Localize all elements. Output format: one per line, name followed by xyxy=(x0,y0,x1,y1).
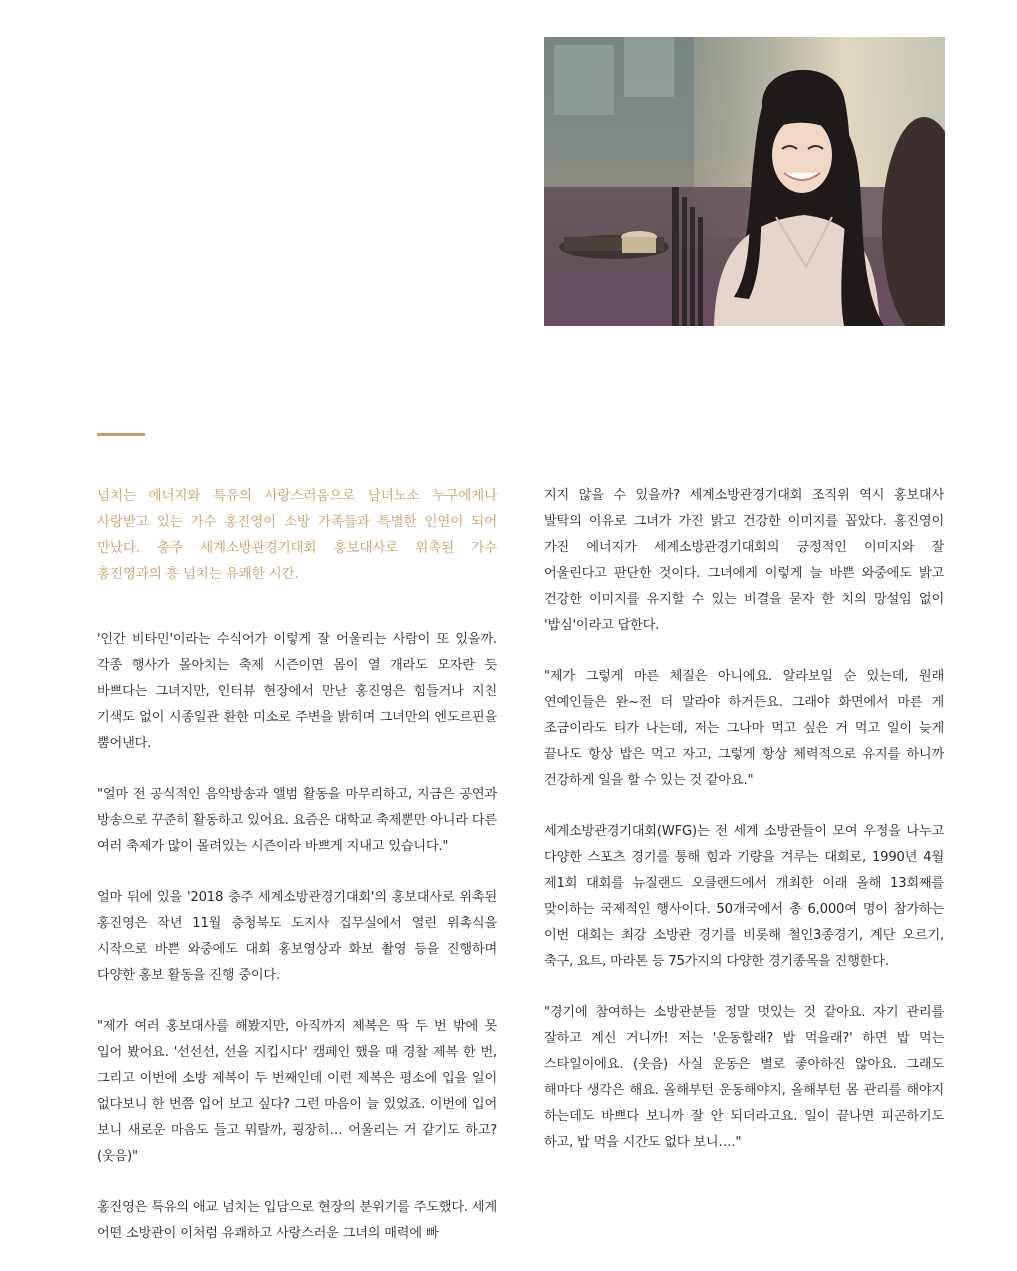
accent-rule xyxy=(97,433,145,436)
article-left-column xyxy=(97,483,497,1247)
quote-paragraph: "경기에 참여하는 소방관분들 정말 멋있는 것 같아요. 자기 관리를 잘하고 계신 거니까! 저는 '운동할래? 밥 먹을래?' 하면 밥 먹는 스타일이에요. (웃음) 사실 운동은 별로 좋아하진 않아요. 그래도 해마다 생각은 해요. 올해부턴 운동해야지, 올해부턴 몸 관리를 해야지 하는데도 바쁘다 보니까 잘 안 되더라고요. 일이 끝나면 피곤하기도 하고, 밥 먹을 시간도 없다 보니…." xyxy=(544,1005,944,1150)
quote-paragraph: "제가 그렇게 마른 체질은 아니에요. 알라보일 순 있는데, 원래 연예인들은 완~전 더 말라야 하거든요. 그래야 화면에서 마른 게 조금이라도 티가 나는데, 저는 그나마 먹고 싶은 거 먹고 일이 늦게 끝나도 항상 밥은 먹고 자고, 그렇게 항상 체력적으로 유지를 하니까 건강하게 일을 할 수 있는 것 같아요." xyxy=(544,669,944,788)
body-paragraph: 얼마 뒤에 있을 '2018 충주 세계소방관경기대회'의 홍보대사로 위촉된 홍진영은 작년 11월 충청북도 도지사 집무실에서 열린 위촉식을 시작으로 바쁜 와중에도 대회 홍보영상과 화보 촬영 등을 진행하며 다양한 홍보 활동을 진행 중이다. xyxy=(97,890,497,983)
portrait-illustration xyxy=(544,37,945,326)
body-paragraph: '인간 비타민'이라는 수식어가 이렇게 잘 어울리는 사람이 또 있을까. 각종 행사가 몰아치는 축제 시즌이면 몸이 열 개라도 모자란 듯 바쁘다는 그녀지만, 인터뷰 현장에서 만난 홍진영은 힘들거나 지친 기색도 없이 시종일관 환한 미소로 주변을 밝히며 그녀만의 엔도르핀을 뿜어낸다. xyxy=(97,632,497,751)
quote-paragraph: "얼마 전 공식적인 음악방송과 앨범 활동을 마무리하고, 지금은 공연과 방송으로 꾸준히 활동하고 있어요. 요즘은 대학교 축제뿐만 아니라 다른 여러 축제가 많이 몰려있는 시즌이라 바쁘게 지내고 있습니다." xyxy=(97,787,497,854)
lead-paragraph: 넘치는 에너지와 특유의 사랑스러움으로 남녀노소 누구에게나 사랑받고 있는 가수 홍진영이 소방 가족들과 특별한 인연이 되어 만났다. 충주 세계소방관경기대회 홍보대사로 위촉된 가수 홍진영과의 흥 넘치는 유쾌한 시간. xyxy=(97,488,497,582)
body-paragraph: 세계소방관경기대회(WFG)는 전 세계 소방관들이 모여 우정을 나누고 다양한 스포츠 경기를 통해 힘과 기량을 겨루는 대회로, 1990년 4월 제1회 대회를 뉴질랜드 오클랜드에서 개최한 이래 올해 13회째를 맞이하는 국제적인 행사이다. 50개국에서 총 6,000여 명이 참가하는 이번 대회는 최강 소방관 경기를 비롯해 철인3종경기, 계단 오르기, 축구, 요트, 마라톤 등 75가지의 다양한 경기종목을 진행한다. xyxy=(544,824,944,969)
portrait-photo xyxy=(544,37,945,326)
body-paragraph: 홍진영은 특유의 애교 넘치는 입담으로 현장의 분위기를 주도했다. 세계 어떤 소방관이 이처럼 유쾌하고 사랑스러운 그녀의 매력에 빠 xyxy=(97,1200,497,1241)
body-paragraph: 지지 않을 수 있을까? 세계소방관경기대회 조직위 역시 홍보대사 발탁의 이유로 그녀가 가진 밝고 건강한 이미지를 꼽았다. 홍진영이 가진 에너지가 세계소방관경기대회의 긍정적인 이미지와 잘 어울린다고 판단한 것이다. 그녀에게 이렇게 늘 바쁜 와중에도 밝고 건강한 이미지를 유지할 수 있는 비결을 묻자 한 치의 망설임 없이 '밥심'이라고 답한다. xyxy=(544,488,944,633)
article-right-column xyxy=(544,483,944,1156)
quote-paragraph: "제가 여러 홍보대사를 해봤지만, 아직까지 제복은 딱 두 번 밖에 못 입어 봤어요. '선선선, 선을 지킵시다' 캠페인 했을 때 경찰 제복 한 번, 그리고 이번에 소방 제복이 두 번째인데 이런 제복은 평소에 입을 일이 없다보니 한 번쯤 입어 보고 싶다? 그런 마음이 늘 있었죠. 이번에 입어 보니 새로운 마음도 들고 뭐랄까, 굉장히… 어울리는 거 같기도 하고?(웃음)" xyxy=(97,1019,497,1164)
